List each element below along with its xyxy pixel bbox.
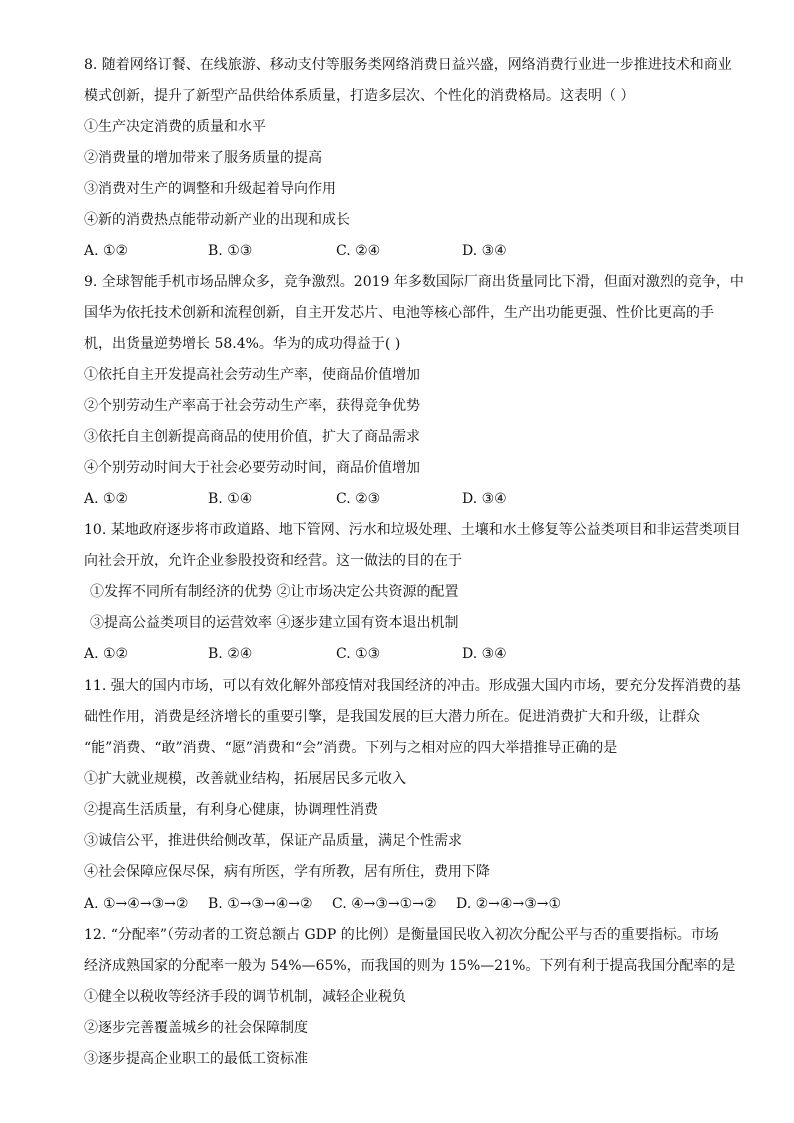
q9-option-c[interactable]: C. ②③ <box>336 491 381 507</box>
q11-option-d[interactable]: D. ②→④→③→① <box>456 896 562 912</box>
q9-options <box>84 489 744 509</box>
q12-item-2: ②逐步完善覆盖城乡的社会保障制度 <box>84 1020 308 1036</box>
q8-stem-line-2: 模式创新，提升了新型产品供给体系质量，打造多层次、个性化的消费格局。这表明（ ） <box>84 88 635 104</box>
q10-option-b[interactable]: B. ②④ <box>208 646 253 662</box>
q11-stem-line-3: “能”消费、“敢”消费、“愿”消费和“会”消费。下列与之相对应的四大举措推导正确的是 <box>84 740 618 756</box>
q11-item-3: ③诚信公平，推进供给侧改革，保证产品质量，满足个性需求 <box>84 833 462 849</box>
q10-option-a[interactable]: A. ①② <box>84 646 129 662</box>
q10-item-row-1: ①发挥不同所有制经济的优势 ②让市场决定公共资源的配置 <box>90 584 459 600</box>
q8-item-4: ④新的消费热点能带动新产业的出现和成长 <box>84 212 350 228</box>
q11-stem-line-2: 础性作用，消费是经济增长的重要引擎，是我国发展的巨大潜力所在。促进消费扩大和升级，让群众 <box>84 709 700 725</box>
q8-item-3: ③消费对生产的调整和升级起着导向作用 <box>84 181 336 197</box>
q10-item-row-2: ③提高公益类项目的运营效率 ④逐步建立国有资本退出机制 <box>90 615 459 631</box>
q9-stem-line-2: 国华为依托技术创新和流程创新，自主开发芯片、电池等核心部件，生产出功能更强、性价比更高的手 <box>84 305 714 321</box>
q12-item-3: ③逐步提高企业职工的最低工资标准 <box>84 1051 308 1067</box>
q10-option-c[interactable]: C. ①③ <box>336 646 381 662</box>
q11-option-c[interactable]: C. ④→③→①→② <box>332 896 437 912</box>
q11-item-2: ②提高生活质量，有利身心健康，协调理性消费 <box>84 802 378 818</box>
q9-option-a[interactable]: A. ①② <box>84 491 129 507</box>
q8-options <box>84 241 744 261</box>
q8-item-1: ①生产决定消费的质量和水平 <box>84 119 266 135</box>
q8-option-b[interactable]: B. ①③ <box>208 243 253 259</box>
q10-stem-line-1: 10. 某地政府逐步将市政道路、地下管网、污水和垃圾处理、土壤和水土修复等公益类项目和非运营类项目 <box>84 522 741 538</box>
q11-options <box>84 894 744 914</box>
q10-options <box>84 644 744 664</box>
q8-option-c[interactable]: C. ②④ <box>336 243 381 259</box>
q8-item-2: ②消费量的增加带来了服务质量的提高 <box>84 150 322 166</box>
q10-option-d[interactable]: D. ③④ <box>462 646 507 662</box>
q9-option-d[interactable]: D. ③④ <box>462 491 507 507</box>
q9-item-1: ①依托自主开发提高社会劳动生产率，使商品价值增加 <box>84 367 420 383</box>
q10-stem-line-2: 向社会开放，允许企业参股投资和经营。这一做法的目的在于 <box>84 553 462 569</box>
q9-option-b[interactable]: B. ①④ <box>208 491 253 507</box>
q8-option-a[interactable]: A. ①② <box>84 243 129 259</box>
q12-stem-line-1: 12. “分配率”（劳动者的工资总额占 GDP 的比例）是衡量国民收入初次分配公平与否的重要指标。市场 <box>84 927 719 943</box>
q12-item-1: ①健全以税收等经济手段的调节机制，减轻企业税负 <box>84 989 406 1005</box>
q9-item-3: ③依托自主创新提高商品的使用价值，扩大了商品需求 <box>84 429 420 445</box>
q11-option-a[interactable]: A. ①→④→③→② <box>84 896 189 912</box>
q11-stem-line-1: 11. 强大的国内市场，可以有效化解外部疫情对我国经济的冲击。形成强大国内市场，要充分发挥消费的基 <box>84 678 741 694</box>
q9-item-2: ②个别劳动生产率高于社会劳动生产率，获得竞争优势 <box>84 398 420 414</box>
q12-stem-line-2: 经济成熟国家的分配率一般为 54%—65%，而我国的则为 15%—21%。下列有利于提高我国分配率的是 <box>84 958 736 974</box>
q11-option-b[interactable]: B. ①→③→④→② <box>208 896 313 912</box>
q9-stem-line-3: 机，出货量逆势增长 58.4%。华为的成功得益于( ) <box>84 336 401 352</box>
q11-item-1: ①扩大就业规模，改善就业结构，拓展居民多元收入 <box>84 771 406 787</box>
q11-item-4: ④社会保障应保尽保，病有所医，学有所教，居有所住，费用下降 <box>84 864 490 880</box>
q9-stem-line-1: 9. 全球智能手机市场品牌众多，竞争激烈。2019 年多数国际厂商出货量同比下滑，但面对激烈的竞争，中 <box>84 274 744 290</box>
q9-item-4: ④个别劳动时间大于社会必要劳动时间，商品价值增加 <box>84 460 420 476</box>
q8-stem-line-1: 8. 随着网络订餐、在线旅游、移动支付等服务类网络消费日益兴盛，网络消费行业进一步推进技术和商业 <box>84 57 732 73</box>
q8-option-d[interactable]: D. ③④ <box>462 243 507 259</box>
